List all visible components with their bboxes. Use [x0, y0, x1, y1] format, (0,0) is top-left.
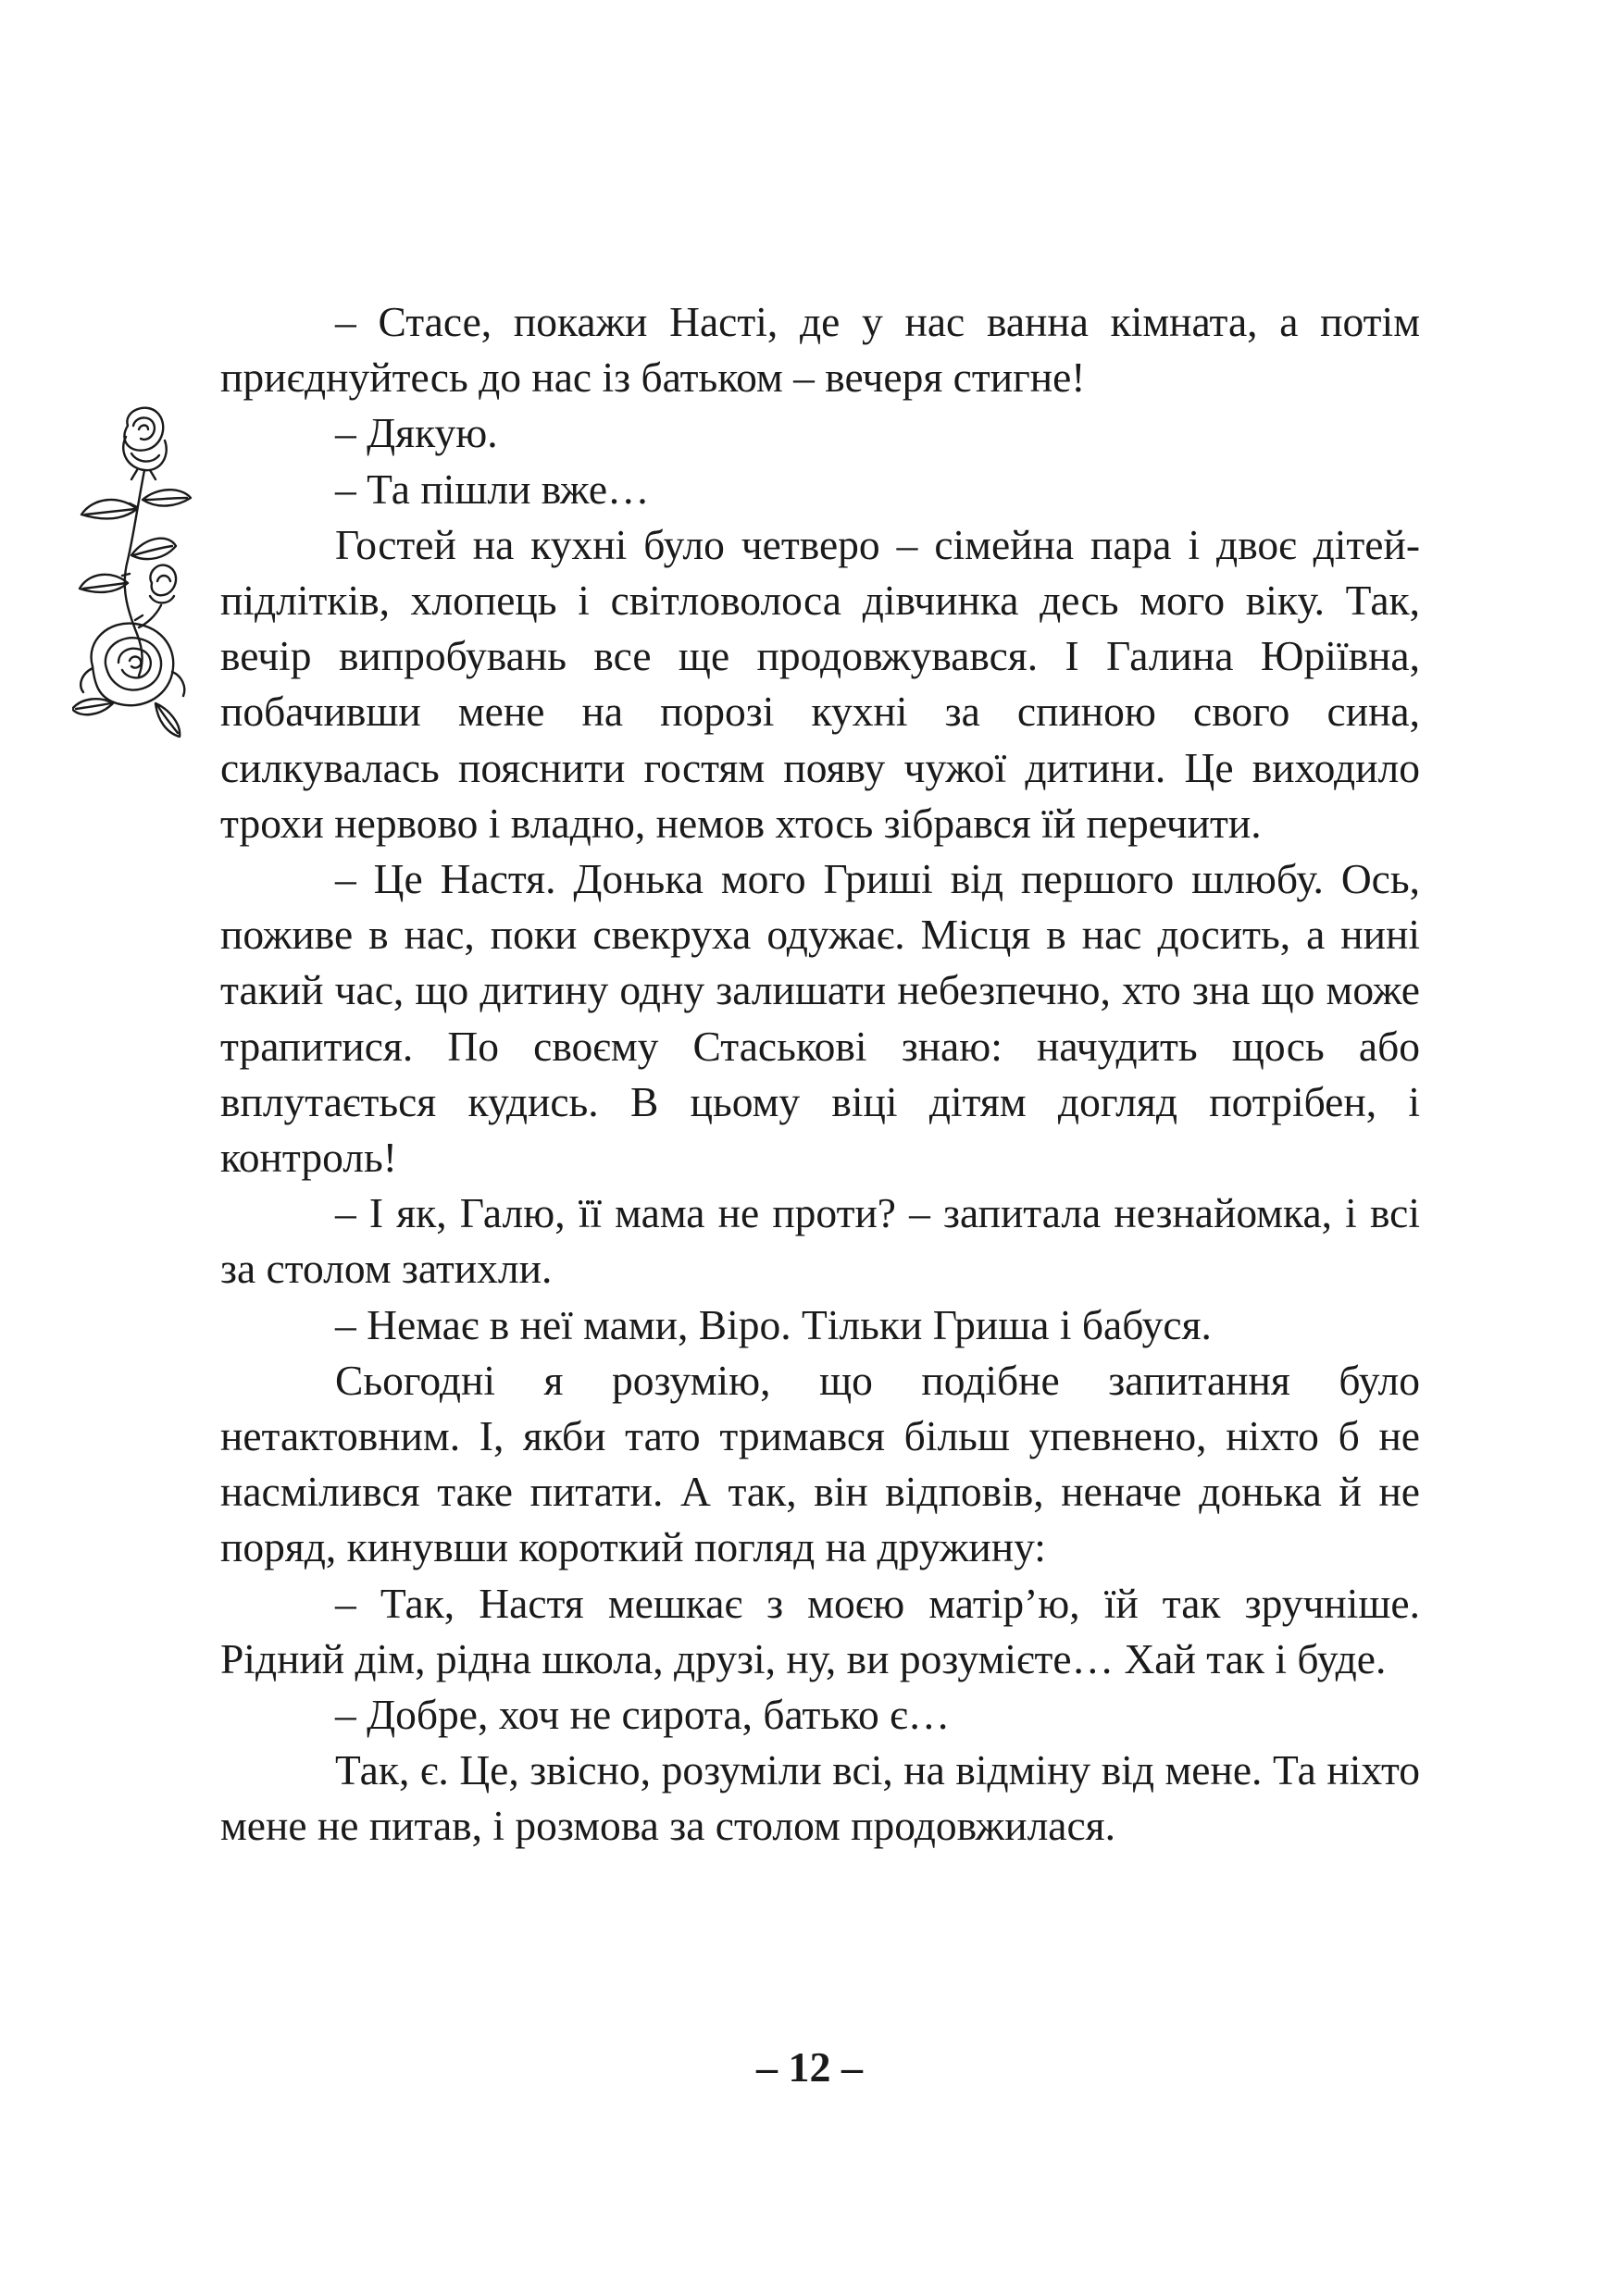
paragraph: – Це Настя. Донька мого Гриші від першого шлюбу. Ось, поживе в нас, поки свекруха одужає. Місця в нас досить, а нині такий час, що дитину одну залишати небезпечно, хто зна що може трапитися. По своєму Стаськові знаю: начудить щось або вплутається кудись. В цьому віці дітям догляд потрібен, і контроль! [220, 855, 1420, 1182]
paragraph: Так, є. Це, звісно, розуміли всі, на відміну від мене. Та ніхто мене не питав, і розмова за столом продовжилася. [220, 1746, 1420, 1850]
rose-vine-icon [72, 398, 202, 740]
paragraph: Гостей на кухні було четверо – сімейна пара і двоє дітей-підлітків, хлопець і світловолоса дівчинка десь мого віку. Так, вечір випробувань все ще продовжувався. І Галина Юріївна, побачивши мене на порозі кухні за спиною свого сина, силкувалась пояснити гостям появу чужої дитини. Це виходило трохи нервово і владно, немов хтось зібрався їй перечити. [220, 520, 1420, 847]
paragraph: – І як, Галю, її мама не проти? – запитала незнайомка, і всі за столом затихли. [220, 1189, 1420, 1293]
paragraph: – Добре, хоч не сирота, батько є… [335, 1691, 951, 1739]
paragraph: – Та пішли вже… [335, 465, 650, 513]
paragraph: – Стасе, покажи Насті, де у нас ванна кімната, а потім приєднуйтесь до нас із батьком – вечеря стигне! [220, 298, 1420, 402]
paragraph: – Дякую. [335, 409, 498, 457]
paragraph: – Так, Настя мешкає з моєю матір’ю, їй так зручніше. Рідний дім, рідна школа, друзі, ну, ви розумієте… Хай так і буде. [220, 1579, 1420, 1682]
paragraph: – Немає в неї мами, Віро. Тільки Гриша і бабуся. [335, 1300, 1212, 1348]
body-text [220, 294, 1420, 1855]
paragraph: Сьогодні я розумію, що подібне запитання було нетактовним. І, якби тато тримався більш упевнено, ніхто б не насмілився таке питати. А так, він відповів, неначе донька й не поряд, кинувши короткий погляд на дружину: [220, 1356, 1420, 1571]
page-number: – 12 – [756, 2043, 863, 2091]
